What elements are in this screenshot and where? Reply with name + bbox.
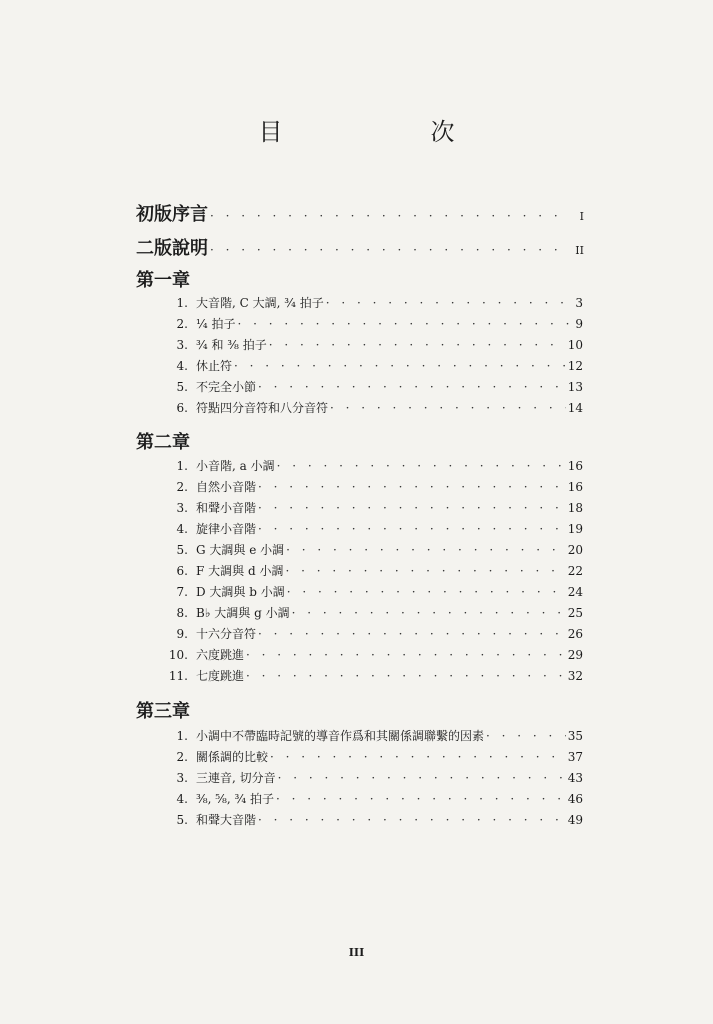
toc-entry — [160, 336, 583, 354]
entry-page: 20 — [567, 543, 583, 557]
entry-number: 10. — [168, 648, 188, 662]
toc-entry — [160, 499, 583, 517]
entry-number: 5. — [176, 380, 188, 394]
toc-entry — [160, 748, 583, 766]
leader-dots — [269, 338, 566, 352]
toc-entry — [160, 457, 583, 475]
entry-label: 小調中不帶臨時記號的導音作爲和其關係調聯繫的因素 — [196, 729, 485, 743]
leader-dots — [286, 543, 566, 557]
entry-number: 6. — [176, 401, 188, 415]
leader-dots — [276, 792, 566, 806]
leader-dots — [258, 627, 566, 641]
leader-dots — [285, 564, 565, 578]
entry-label: D 大調與 b 小調 — [196, 585, 285, 599]
entry-label: 和聲大音階 — [196, 813, 257, 827]
entry-page: 18 — [567, 501, 583, 515]
toc-entry — [160, 357, 583, 375]
toc-entry — [160, 727, 583, 745]
toc-entry — [160, 625, 583, 643]
front-matter-page: I — [579, 210, 584, 223]
entry-number: 5. — [176, 543, 188, 557]
entry-page: 37 — [567, 750, 583, 764]
entry-page: 35 — [567, 729, 583, 743]
leader-dots — [287, 585, 566, 599]
toc-entry — [160, 541, 583, 559]
entry-label: ¾ 和 ⅜ 拍子 — [196, 338, 267, 352]
entry-number: 1. — [176, 729, 188, 743]
entry-page: 14 — [567, 401, 583, 415]
toc-entry — [160, 294, 583, 312]
entry-number: 11. — [168, 669, 188, 683]
entry-number: 3. — [176, 338, 188, 352]
entry-label: 關係調的比較 — [196, 750, 269, 764]
leader-dots — [210, 209, 570, 223]
entry-number: 8. — [176, 606, 188, 620]
leader-dots — [326, 296, 569, 310]
toc-entry — [160, 583, 583, 601]
entry-label: 自然小音階 — [196, 480, 257, 494]
entry-page: 16 — [567, 459, 583, 473]
entry-label: 小音階, a 小調 — [196, 459, 275, 473]
entry-label: 七度跳進 — [196, 669, 245, 683]
entry-page: 3 — [575, 296, 583, 310]
entry-number: 2. — [176, 750, 188, 764]
chapter-heading: 第一章 — [136, 270, 190, 291]
toc-entry — [160, 562, 583, 580]
toc-entry — [160, 315, 583, 333]
entry-page: 25 — [567, 606, 583, 620]
leader-dots — [486, 729, 566, 743]
leader-dots — [234, 359, 566, 373]
entry-label: 和聲小音階 — [196, 501, 257, 515]
toc-entry — [160, 790, 583, 808]
toc-entry — [160, 811, 583, 829]
front-matter-page: II — [575, 244, 584, 257]
entry-label: ⅜, ⅝, ¾ 拍子 — [196, 792, 274, 806]
toc-entry — [160, 646, 583, 664]
entry-label: B♭ 大調與 g 小調 — [196, 606, 290, 620]
toc-entry — [160, 378, 583, 396]
entry-page: 12 — [567, 359, 583, 373]
entry-label: 不完全小節 — [196, 380, 257, 394]
entry-number: 3. — [176, 771, 188, 785]
entry-page: 19 — [567, 522, 583, 536]
entry-number: 4. — [176, 359, 188, 373]
leader-dots — [258, 480, 566, 494]
leader-dots — [330, 401, 566, 415]
entry-number: 7. — [176, 585, 188, 599]
chapter-heading: 第二章 — [136, 432, 190, 453]
leader-dots — [210, 243, 570, 257]
entry-label: 休止符 — [196, 359, 233, 373]
leader-dots — [258, 501, 566, 515]
front-matter-item — [136, 234, 584, 260]
entry-label: ¼ 拍子 — [196, 317, 236, 331]
front-matter-item — [136, 200, 584, 226]
entry-page: 22 — [567, 564, 583, 578]
entry-number: 3. — [176, 501, 188, 515]
entry-label: 三連音, 切分音 — [196, 771, 276, 785]
page-number: III — [348, 946, 365, 959]
entry-label: G 大調與 e 小調 — [196, 543, 285, 557]
entry-number: 2. — [176, 480, 188, 494]
entry-number: 9. — [176, 627, 188, 641]
entry-page: 26 — [567, 627, 583, 641]
toc-entry — [160, 478, 583, 496]
entry-label: 六度跳進 — [196, 648, 245, 662]
leader-dots — [258, 522, 566, 536]
entry-number: 1. — [176, 459, 188, 473]
leader-dots — [258, 380, 566, 394]
entry-page: 9 — [575, 317, 583, 331]
chapter-heading: 第三章 — [136, 701, 190, 722]
leader-dots — [292, 606, 566, 620]
leader-dots — [270, 750, 566, 764]
toc-entry — [160, 520, 583, 538]
front-matter-label: 初版序言 — [136, 204, 208, 225]
entry-number: 6. — [176, 564, 188, 578]
entry-page: 13 — [567, 380, 583, 394]
entry-number: 2. — [176, 317, 188, 331]
entry-number: 4. — [176, 792, 188, 806]
toc-entry — [160, 667, 583, 685]
entry-page: 49 — [567, 813, 583, 827]
toc-entry — [160, 604, 583, 622]
entry-label: 符點四分音符和八分音符 — [196, 401, 329, 415]
entry-label: F 大調與 d 小調 — [196, 564, 284, 578]
entry-label: 旋律小音階 — [196, 522, 257, 536]
entry-label: 十六分音符 — [196, 627, 257, 641]
entry-page: 10 — [567, 338, 583, 352]
entry-number: 1. — [176, 296, 188, 310]
leader-dots — [237, 317, 569, 331]
entry-number: 4. — [176, 522, 188, 536]
entry-page: 43 — [567, 771, 583, 785]
entry-number: 5. — [176, 813, 188, 827]
leader-dots — [246, 669, 566, 683]
entry-label: 大音階, C 大調, ¾ 拍子 — [196, 296, 324, 310]
leader-dots — [246, 648, 566, 662]
entry-page: 32 — [567, 669, 583, 683]
entry-page: 29 — [567, 648, 583, 662]
leader-dots — [258, 813, 566, 827]
page-title: 目 次 — [258, 118, 517, 146]
entry-page: 16 — [567, 480, 583, 494]
leader-dots — [278, 771, 566, 785]
entry-page: 24 — [567, 585, 583, 599]
toc-entry — [160, 399, 583, 417]
entry-page: 46 — [567, 792, 583, 806]
front-matter-label: 二版說明 — [136, 238, 208, 259]
toc-entry — [160, 769, 583, 787]
leader-dots — [277, 459, 566, 473]
